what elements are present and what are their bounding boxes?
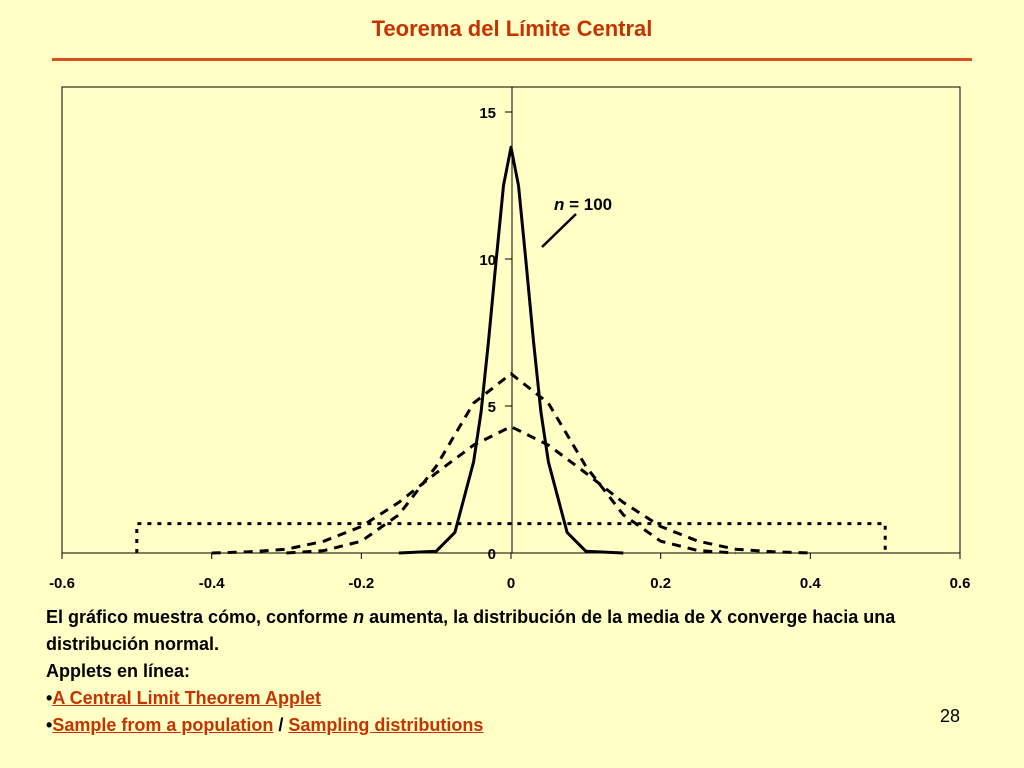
annotation-label-italic: n	[554, 195, 565, 214]
series-line-3	[287, 374, 736, 553]
bullet: •	[46, 688, 53, 708]
y-tick-label: 0	[487, 546, 496, 563]
slide-title: Teorema del Límite Central	[371, 16, 653, 41]
description-part-a: El gráfico muestra cómo, conforme	[46, 607, 354, 627]
description-italic-n: n	[353, 607, 365, 627]
series-line-2	[212, 427, 811, 553]
y-tick-label: 10	[479, 252, 496, 269]
x-ticks	[49, 553, 970, 592]
page-number: 28	[940, 706, 961, 726]
x-tick-label: 0.6	[949, 575, 971, 592]
applet-list-item-2	[46, 712, 946, 739]
x-tick-label: -0.4	[198, 575, 225, 592]
x-tick-label: 0.4	[799, 575, 821, 592]
x-tick-label: -0.6	[49, 575, 75, 592]
applets-label: Applets en línea:	[46, 661, 191, 681]
annotation-label	[554, 195, 612, 214]
bullet: •	[46, 715, 53, 735]
sample-from-population-link[interactable]: Sample from a population	[52, 715, 274, 735]
x-tick-label: 0	[506, 575, 516, 592]
plot-area-frame	[62, 87, 960, 553]
sampling-distributions-link[interactable]: Sampling distributions	[288, 715, 484, 735]
description-part-b: aumenta, la distribución de la media de X converge hacia una distribución normal.	[46, 607, 896, 654]
description	[46, 604, 946, 658]
x-tick-label: 0.2	[650, 575, 672, 592]
central-limit-theorem-applet-link[interactable]: A Central Limit Theorem Applet	[52, 688, 322, 708]
annotation-label-rest: = 100	[564, 195, 613, 214]
series-group	[137, 147, 885, 553]
y-tick-label: 15	[479, 105, 496, 122]
annotation-pointer	[542, 214, 576, 247]
x-tick-label: -0.2	[348, 575, 375, 592]
applet-list-item-1	[46, 685, 946, 712]
link-separator: /	[273, 715, 289, 735]
series-line-1	[137, 524, 885, 553]
body-text	[46, 604, 946, 739]
y-tick-label: 5	[487, 399, 496, 416]
